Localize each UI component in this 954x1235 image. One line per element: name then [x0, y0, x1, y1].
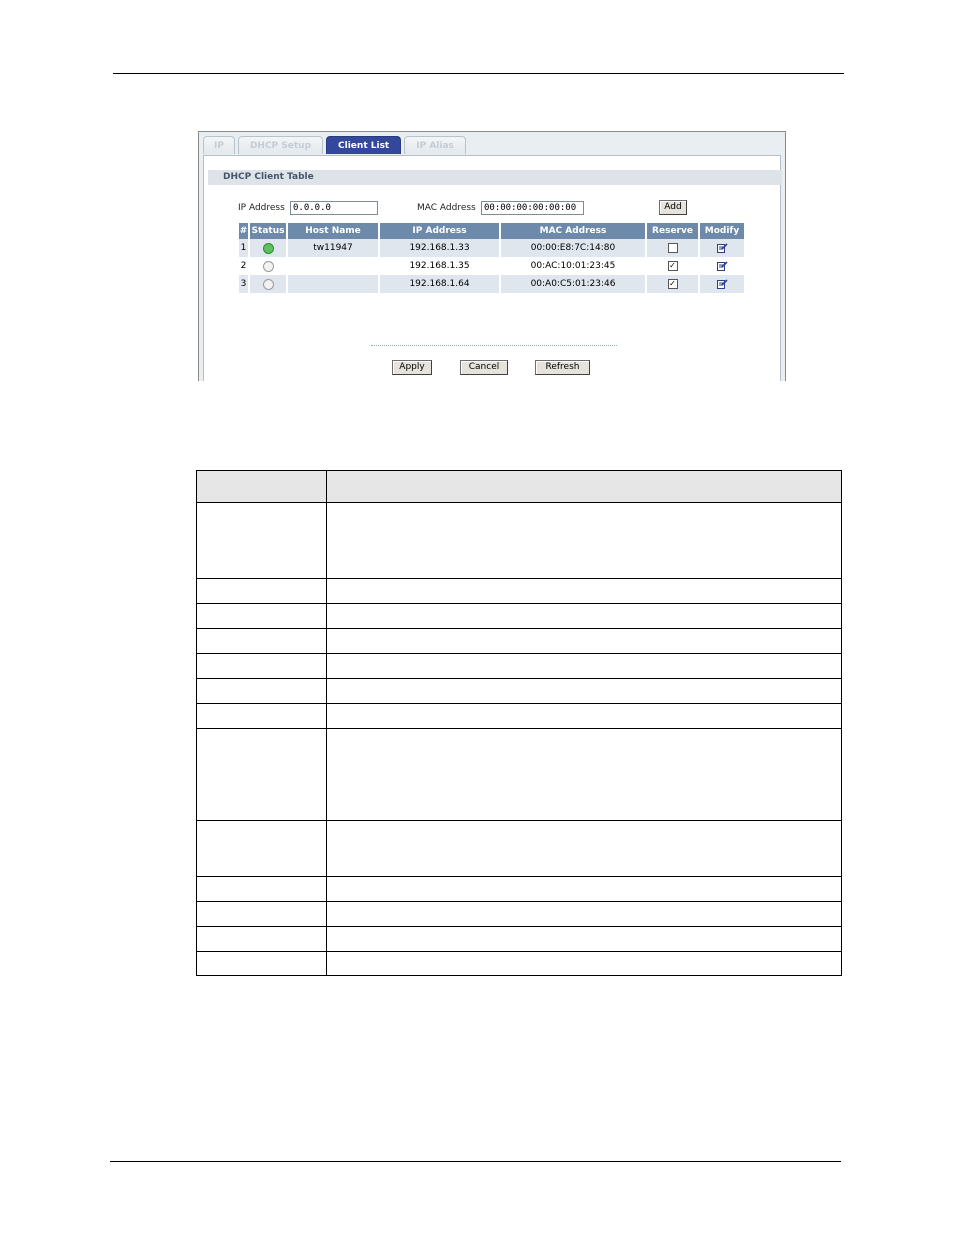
mac-address-label: MAC Address — [417, 203, 476, 213]
header-rule — [113, 73, 844, 74]
table-cell — [327, 729, 842, 821]
ip-address-cell: 192.168.1.33 — [380, 239, 499, 257]
status-cell — [250, 275, 286, 293]
table-cell — [197, 877, 327, 902]
table-row — [197, 927, 842, 952]
col-host-name: Host Name — [288, 223, 378, 239]
table-cell — [197, 503, 327, 579]
tab-client-list[interactable]: Client List — [326, 136, 401, 154]
table-row — [197, 704, 842, 729]
footer-rule — [110, 1161, 841, 1162]
table-cell — [327, 654, 842, 679]
table-cell — [197, 902, 327, 927]
table-cell — [197, 927, 327, 952]
table-row — [197, 654, 842, 679]
host-name-cell — [288, 275, 378, 293]
modify-icon[interactable] — [717, 279, 728, 289]
description-table — [196, 470, 842, 976]
host-name-cell — [288, 257, 378, 275]
reserve-cell — [647, 239, 698, 257]
table-cell — [197, 604, 327, 629]
status-idle-icon — [263, 261, 274, 272]
reserve-checkbox[interactable]: ✓ — [669, 278, 676, 288]
table-cell — [197, 654, 327, 679]
modify-cell — [700, 275, 744, 293]
client-list-screenshot — [198, 131, 786, 381]
col-reserve: Reserve — [647, 223, 698, 239]
section-title: DHCP Client Table — [208, 170, 782, 185]
tab-ip[interactable]: IP — [203, 136, 235, 154]
add-button[interactable]: Add — [659, 200, 687, 215]
table-header-cell — [197, 471, 327, 503]
modify-cell — [700, 257, 744, 275]
table-row — [239, 257, 744, 275]
apply-button[interactable]: Apply — [392, 360, 432, 375]
table-cell — [197, 704, 327, 729]
table-cell — [327, 704, 842, 729]
table-row — [197, 679, 842, 704]
ip-address-label: IP Address — [238, 203, 285, 213]
client-table — [237, 223, 746, 293]
table-cell — [327, 821, 842, 877]
table-cell — [197, 821, 327, 877]
reserve-cell — [647, 275, 698, 293]
table-cell — [197, 952, 327, 976]
col-number: # — [239, 223, 248, 239]
row-number: 3 — [239, 275, 248, 293]
modify-cell — [700, 239, 744, 257]
divider — [371, 345, 617, 346]
table-cell — [327, 629, 842, 654]
table-row — [197, 902, 842, 927]
table-cell — [327, 877, 842, 902]
table-row — [197, 579, 842, 604]
mac-address-cell: 00:00:E8:7C:14:80 — [501, 239, 645, 257]
ip-address-cell: 192.168.1.64 — [380, 275, 499, 293]
reserve-checkbox[interactable]: ✓ — [669, 260, 676, 270]
client-list-panel — [203, 155, 781, 381]
table-row — [197, 952, 842, 976]
mac-address-cell: 00:A0:C5:01:23:46 — [501, 275, 645, 293]
ip-address-cell: 192.168.1.35 — [380, 257, 499, 275]
table-row — [239, 275, 744, 293]
tab-dhcp-setup[interactable]: DHCP Setup — [238, 136, 323, 154]
table-row — [239, 239, 744, 257]
table-cell — [327, 679, 842, 704]
modify-icon[interactable] — [717, 261, 728, 271]
table-row — [197, 729, 842, 821]
ip-address-input[interactable]: 0.0.0.0 — [290, 201, 378, 215]
table-cell — [197, 729, 327, 821]
host-name-cell: tw11947 — [288, 239, 378, 257]
status-cell — [250, 257, 286, 275]
status-connected-icon — [263, 243, 274, 254]
table-header-row — [239, 223, 744, 239]
table-row — [197, 629, 842, 654]
table-header-row — [197, 471, 842, 503]
col-mac-address: MAC Address — [501, 223, 645, 239]
reserve-checkbox[interactable] — [668, 243, 678, 253]
status-idle-icon — [263, 279, 274, 290]
col-status: Status — [250, 223, 286, 239]
table-cell — [197, 579, 327, 604]
row-number: 2 — [239, 257, 248, 275]
modify-icon[interactable] — [717, 243, 728, 253]
row-number: 1 — [239, 239, 248, 257]
cancel-button[interactable]: Cancel — [460, 360, 508, 375]
table-row — [197, 503, 842, 579]
table-cell — [327, 604, 842, 629]
reserve-cell — [647, 257, 698, 275]
mac-address-cell: 00:AC:10:01:23:45 — [501, 257, 645, 275]
table-row — [197, 604, 842, 629]
refresh-button[interactable]: Refresh — [535, 360, 590, 375]
table-cell — [327, 503, 842, 579]
table-cell — [197, 679, 327, 704]
tab-bar — [203, 136, 469, 156]
col-modify: Modify — [700, 223, 744, 239]
tab-ip-alias[interactable]: IP Alias — [404, 136, 466, 154]
table-cell — [327, 579, 842, 604]
status-cell — [250, 239, 286, 257]
table-header-cell — [327, 471, 842, 503]
col-ip-address: IP Address — [380, 223, 499, 239]
table-row — [197, 821, 842, 877]
table-cell — [327, 902, 842, 927]
table-cell — [197, 629, 327, 654]
table-cell — [327, 952, 842, 976]
table-cell — [327, 927, 842, 952]
table-row — [197, 877, 842, 902]
mac-address-input[interactable]: 00:00:00:00:00:00 — [481, 201, 584, 215]
